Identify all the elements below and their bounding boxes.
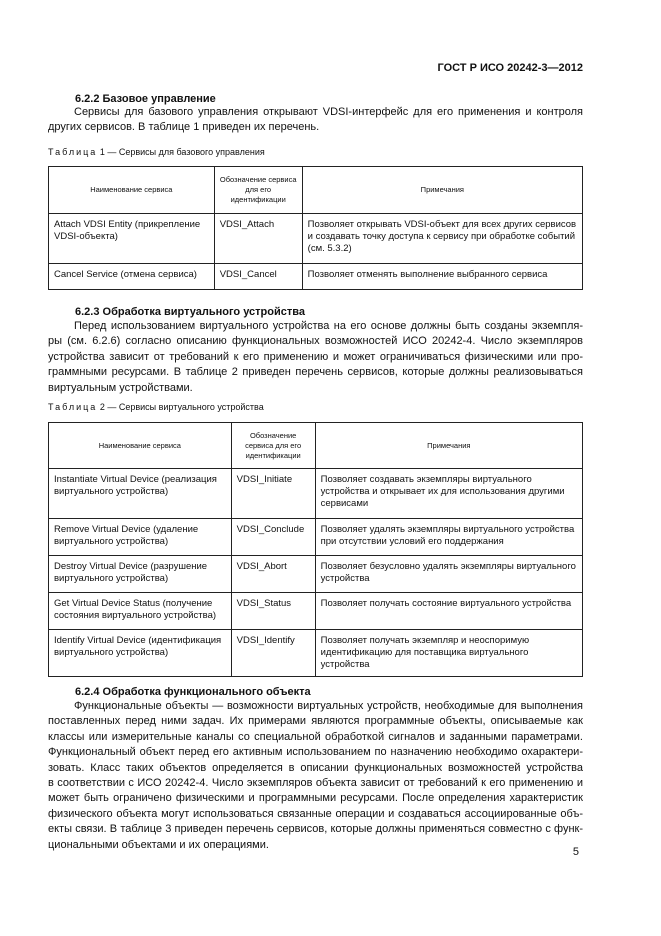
table-row xyxy=(49,593,583,630)
paragraph-line: в соответствии с ИСО 20242-4. Число экземпляров объекта зависит от требований к его применению и xyxy=(48,777,583,790)
table-row xyxy=(49,556,583,593)
table-1-caption xyxy=(48,147,265,157)
table-row xyxy=(49,519,583,556)
service-id-cell: VDSI_Abort xyxy=(231,556,315,593)
notes-cell: Позволяет безусловно удалять экземпляры виртуального устройства xyxy=(315,556,582,593)
paragraph-line: Перед использованием виртуального устройства на его основе должны быть созданы экземпля- xyxy=(74,320,583,332)
service-name-cell: Attach VDSI Entity (прикрепление VDSI-объекта) xyxy=(49,214,215,264)
caption-prefix: Таблица xyxy=(48,147,98,157)
section-6-2-3-heading: 6.2.3 Обработка виртуального устройства xyxy=(75,306,305,318)
paragraph-line: ры (см. 6.2.6) согласно описанию функциональных возможностей ИСО 20242-4. Число экземпляров xyxy=(48,335,583,348)
header-cell: Примечания xyxy=(302,167,582,214)
service-name-cell: Get Virtual Device Status (получение состояния виртуального устройства) xyxy=(49,593,232,630)
paragraph-line: устройства зависит от требований к его применению и может ограничиваться физическими или про- xyxy=(48,350,583,363)
notes-cell: Позволяет открывать VDSI-объект для всех других сервисов и создавать точку доступа к сервису при обработке событий (см. 5.3.2) xyxy=(302,214,582,264)
caption-text: 2 — Сервисы виртуального устройства xyxy=(99,402,264,412)
header-cell: Примечания xyxy=(315,423,582,469)
service-id-cell: VDSI_Identify xyxy=(231,630,315,677)
paragraph-line: поставленных перед ними задач. Их примерами являются программные объекты, описываемые как xyxy=(48,715,583,728)
paragraph-line: других сервисов. В таблице 1 приведен их перечень. xyxy=(48,121,320,134)
notes-cell: Позволяет получать состояние виртуального устройства xyxy=(315,593,582,630)
notes-cell: Позволяет получать экземпляр и неоспоримую идентификацию для поставщика виртуального устройства xyxy=(315,630,582,677)
service-name-cell: Destroy Virtual Device (разрушение виртуального устройства) xyxy=(49,556,232,593)
table-1 xyxy=(48,166,583,290)
header-cell: Наименование сервиса xyxy=(49,423,232,469)
table-header-row xyxy=(49,167,583,214)
table-row xyxy=(49,469,583,519)
paragraph-line: Функциональный объект перед его активным использованием по назначению необходимо охарактери- xyxy=(48,746,583,759)
section-6-2-3-paragraph xyxy=(48,319,583,396)
paragraph-line: граммными ресурсами. В таблице 2 приведен перечень сервисов, которые должны реализовываться xyxy=(48,366,583,379)
paragraph-line: физического объекта могут использоваться связанные операции и создаваться ассоциированные объ- xyxy=(48,807,583,820)
table-row xyxy=(49,630,583,677)
service-id-cell: VDSI_Attach xyxy=(214,214,302,264)
paragraph-line: может быть ограничено физическими и программными ресурсами. После определения характеристик xyxy=(48,792,583,805)
section-6-2-4-heading: 6.2.4 Обработка функционального объекта xyxy=(75,686,311,698)
table-2-caption xyxy=(48,402,264,412)
notes-cell: Позволяет создавать экземпляры виртуального устройства и открывает их для использования другими сервисами xyxy=(315,469,582,519)
service-name-cell: Instantiate Virtual Device (реализация виртуального устройства) xyxy=(49,469,232,519)
table-2 xyxy=(48,422,583,677)
paragraph-line: Сервисы для базового управления открывают VDSI-интерфейс для его применения и контроля xyxy=(74,106,583,118)
page-number: 5 xyxy=(572,846,579,858)
notes-cell: Позволяет отменять выполнение выбранного сервиса xyxy=(302,264,582,290)
paragraph-line: зовать. Класс таких объектов определяется в описании функциональных возможностей устройства xyxy=(48,761,583,774)
paragraph-line: Функциональные объекты — возможности виртуальных устройств, необходимые для выполнения xyxy=(74,700,583,712)
document-id: ГОСТ Р ИСО 20242-3—2012 xyxy=(437,62,583,74)
paragraph-line: екты связи. В таблице 3 приведен перечень сервисов, которые должны применяться совместно с функ- xyxy=(48,823,583,836)
service-name-cell: Remove Virtual Device (удаление виртуального устройства) xyxy=(49,519,232,556)
table-row xyxy=(49,214,583,264)
service-name-cell: Cancel Service (отмена сервиса) xyxy=(49,264,215,290)
paragraph-line: классы или измерительные каналы со специальной обработкой сигналов и заданными параметрами. xyxy=(48,730,583,743)
service-id-cell: VDSI_Cancel xyxy=(214,264,302,290)
service-name-cell: Identify Virtual Device (идентификация виртуального устройства) xyxy=(49,630,232,677)
paragraph-line: виртуальным устройствами. xyxy=(48,381,193,394)
section-6-2-4-paragraph xyxy=(48,699,583,853)
header-cell: Наименование сервиса xyxy=(49,167,215,214)
notes-cell: Позволяет удалять экземпляры виртуального устройства при отсутствии условий его поддержания xyxy=(315,519,582,556)
section-6-2-2-paragraph xyxy=(48,105,583,136)
table-row xyxy=(49,264,583,290)
table-header-row xyxy=(49,423,583,469)
service-id-cell: VDSI_Conclude xyxy=(231,519,315,556)
service-id-cell: VDSI_Initiate xyxy=(231,469,315,519)
caption-text: 1 — Сервисы для базового управления xyxy=(99,147,265,157)
service-id-cell: VDSI_Status xyxy=(231,593,315,630)
caption-prefix: Таблица xyxy=(48,402,98,412)
paragraph-line: циональными объектами и их операциями. xyxy=(48,838,269,851)
header-cell: Обозначение сервиса для его идентификации xyxy=(214,167,302,214)
section-6-2-2-heading: 6.2.2 Базовое управление xyxy=(75,93,216,105)
header-cell: Обозначение сервиса для его идентификации xyxy=(231,423,315,469)
